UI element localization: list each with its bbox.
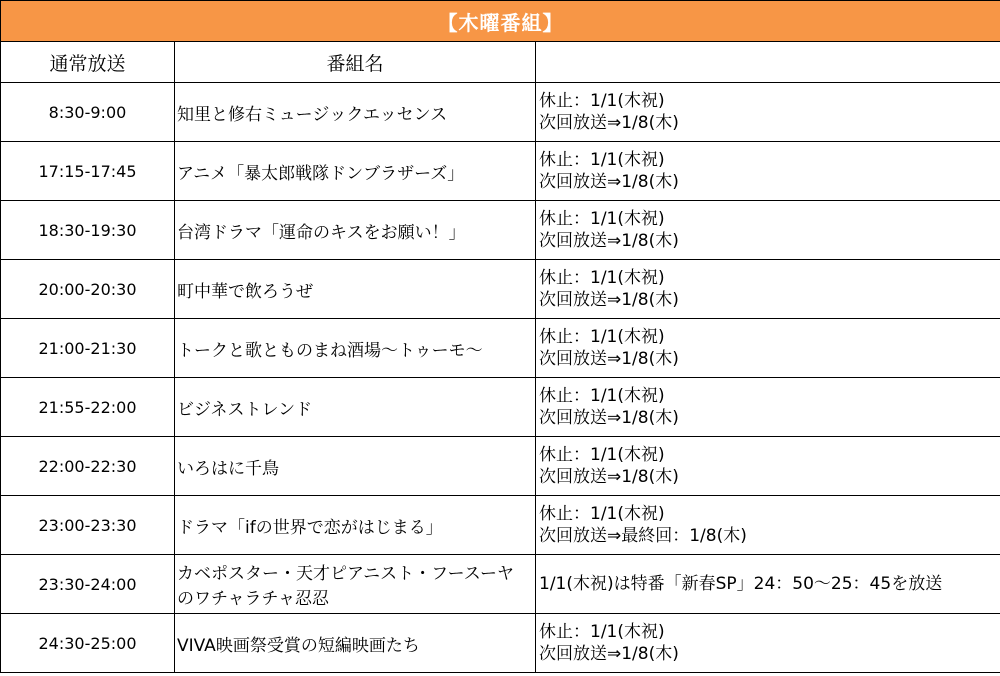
schedule-note bbox=[536, 319, 1000, 378]
schedule-note bbox=[536, 142, 1000, 201]
schedule-note-line: 休止：1/1(木祝) bbox=[539, 622, 665, 642]
program-name bbox=[175, 201, 536, 260]
broadcast-time: 21:00-21:30 bbox=[1, 319, 175, 378]
schedule-note bbox=[536, 201, 1000, 260]
program-name-line: アニメ「暴太郎戦隊ドンブラザーズ」 bbox=[177, 163, 465, 184]
header-program: 番組名 bbox=[175, 42, 536, 83]
broadcast-time: 22:00-22:30 bbox=[1, 437, 175, 496]
schedule-note-line: 次回放送⇒1/8(木) bbox=[539, 113, 679, 133]
program-name-line: 町中華で飲ろうぜ bbox=[177, 281, 313, 302]
table-row bbox=[1, 555, 1000, 614]
program-name bbox=[175, 142, 536, 201]
header-note bbox=[536, 42, 1000, 83]
schedule-note bbox=[536, 437, 1000, 496]
schedule-note-line: 休止：1/1(木祝) bbox=[539, 504, 665, 524]
header-row bbox=[1, 42, 1000, 83]
table-row bbox=[1, 260, 1000, 319]
program-name-line: トークと歌とものまね酒場～トゥーモ～ bbox=[177, 340, 483, 361]
program-name bbox=[175, 496, 536, 555]
schedule-note-line: 次回放送⇒1/8(木) bbox=[539, 349, 679, 369]
table-row bbox=[1, 496, 1000, 555]
program-name bbox=[175, 83, 536, 142]
schedule-note-line: 次回放送⇒1/8(木) bbox=[539, 467, 679, 487]
schedule-note bbox=[536, 378, 1000, 437]
program-name bbox=[175, 378, 536, 437]
schedule-note-line: 次回放送⇒最終回：1/8(木) bbox=[539, 526, 747, 546]
broadcast-time: 20:00-20:30 bbox=[1, 260, 175, 319]
schedule-note-line: 次回放送⇒1/8(木) bbox=[539, 408, 679, 428]
schedule-note-line: 休止：1/1(木祝) bbox=[539, 327, 665, 347]
program-name-line: のワチャラチャ忍忍 bbox=[177, 589, 329, 609]
table-row bbox=[1, 83, 1000, 142]
program-name-line: ビジネストレンド bbox=[177, 399, 313, 420]
schedule-note-line: 1/1(木祝)は特番「新春SP」24：50～25：45を放送 bbox=[539, 574, 943, 594]
program-name-line: いろはに千鳥 bbox=[177, 458, 279, 479]
schedule-note bbox=[536, 555, 1000, 614]
program-name bbox=[175, 260, 536, 319]
schedule-note bbox=[536, 496, 1000, 555]
program-name-line: 台湾ドラマ「運命のキスをお願い！」 bbox=[177, 222, 466, 243]
schedule-note bbox=[536, 614, 1000, 673]
schedule-note-line: 休止：1/1(木祝) bbox=[539, 386, 665, 406]
header-time: 通常放送 bbox=[1, 42, 175, 83]
schedule-note-line: 休止：1/1(木祝) bbox=[539, 209, 665, 229]
program-name-line: ドラマ「ifの世界で恋がはじまる」 bbox=[177, 517, 443, 538]
broadcast-time: 24:30-25:00 bbox=[1, 614, 175, 673]
schedule-note bbox=[536, 260, 1000, 319]
program-name-line: VIVA映画祭受賞の短編映画たち bbox=[177, 635, 420, 656]
schedule-note-line: 休止：1/1(木祝) bbox=[539, 91, 665, 111]
table-title: 【木曜番組】 bbox=[1, 1, 1000, 42]
program-name bbox=[175, 437, 536, 496]
schedule-note-line: 休止：1/1(木祝) bbox=[539, 268, 665, 288]
schedule-note-line: 次回放送⇒1/8(木) bbox=[539, 231, 679, 251]
program-name-line: 知里と修右ミュージックエッセンス bbox=[177, 104, 448, 125]
broadcast-time: 18:30-19:30 bbox=[1, 201, 175, 260]
program-name bbox=[175, 555, 536, 614]
broadcast-time: 23:30-24:00 bbox=[1, 555, 175, 614]
program-name bbox=[175, 614, 536, 673]
schedule-note-line: 休止：1/1(木祝) bbox=[539, 150, 665, 170]
title-row bbox=[1, 1, 1000, 42]
table-row bbox=[1, 319, 1000, 378]
schedule-note-line: 休止：1/1(木祝) bbox=[539, 445, 665, 465]
program-name-line: カベポスター・天才ピアニスト・フースーヤ bbox=[177, 564, 514, 584]
table-row bbox=[1, 437, 1000, 496]
schedule-note bbox=[536, 83, 1000, 142]
table-row bbox=[1, 378, 1000, 437]
program-name bbox=[175, 319, 536, 378]
schedule-note-line: 次回放送⇒1/8(木) bbox=[539, 644, 679, 664]
schedule-note-line: 次回放送⇒1/8(木) bbox=[539, 172, 679, 192]
table-row bbox=[1, 142, 1000, 201]
broadcast-time: 8:30-9:00 bbox=[1, 83, 175, 142]
broadcast-time: 17:15-17:45 bbox=[1, 142, 175, 201]
broadcast-time: 23:00-23:30 bbox=[1, 496, 175, 555]
schedule-note-line: 次回放送⇒1/8(木) bbox=[539, 290, 679, 310]
broadcast-time: 21:55-22:00 bbox=[1, 378, 175, 437]
table-row bbox=[1, 201, 1000, 260]
table-row bbox=[1, 614, 1000, 673]
